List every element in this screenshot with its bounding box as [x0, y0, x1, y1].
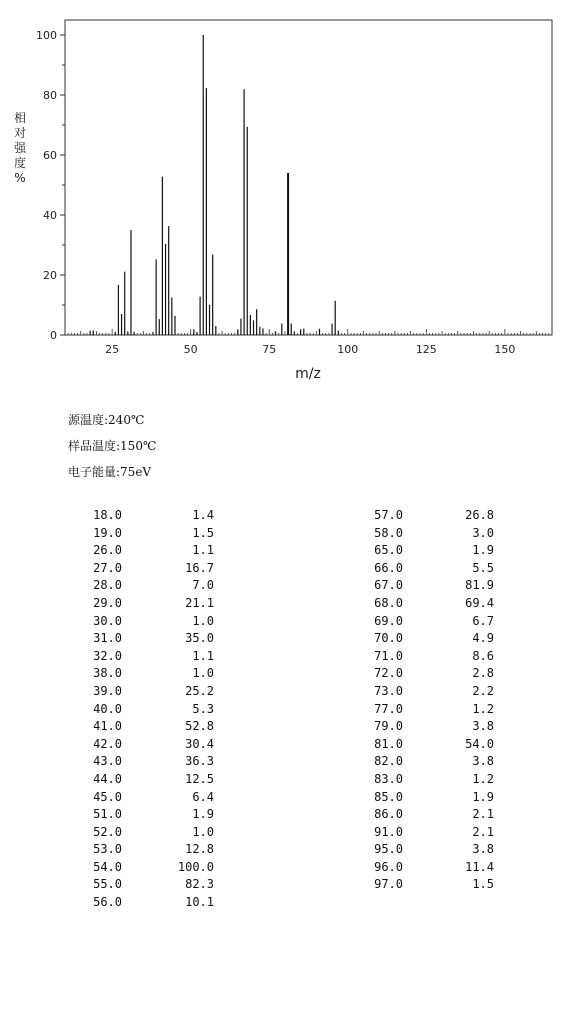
peak-intensity: 2.1 [472, 824, 494, 839]
peak-mz: 58.0 [374, 525, 403, 540]
peak-row [360, 736, 500, 754]
y-tick-label: 20 [43, 269, 57, 282]
peak-mz: 27.0 [93, 560, 122, 575]
peak-row [360, 648, 500, 666]
y-axis-label [14, 110, 27, 185]
peak-mz: 82.0 [374, 754, 403, 769]
peak-row [360, 525, 500, 543]
peak-intensity: 1.2 [472, 771, 494, 786]
sample-temperature: 样品温度:150℃ [68, 439, 157, 453]
peak-intensity: 2.1 [472, 807, 494, 822]
peak-row [360, 665, 500, 683]
x-tick-label: 75 [262, 343, 277, 356]
peak-mz: 67.0 [374, 578, 403, 593]
peak-intensity: 30.4 [185, 736, 214, 751]
peak-intensity: 21.1 [185, 595, 214, 610]
peak-mz: 65.0 [374, 543, 403, 558]
peak-mz: 38.0 [93, 666, 122, 681]
peak-intensity: 2.2 [472, 683, 494, 698]
peak-table-left [80, 507, 220, 912]
peak-row [80, 560, 220, 578]
peak-row [80, 577, 220, 595]
peak-mz: 73.0 [374, 683, 403, 698]
peak-intensity: 8.6 [472, 648, 494, 663]
peak-intensity: 2.8 [472, 666, 494, 681]
peak-row [360, 771, 500, 789]
peak-row [80, 824, 220, 842]
peak-row [80, 630, 220, 648]
peak-mz: 56.0 [93, 895, 122, 910]
electron-energy: 电子能量:75eV [68, 465, 152, 479]
peak-mz: 91.0 [374, 824, 403, 839]
plot-frame [65, 20, 552, 335]
peak-row [360, 683, 500, 701]
peak-row [80, 683, 220, 701]
peak-mz: 31.0 [93, 631, 122, 646]
x-axis [65, 329, 552, 356]
peak-intensity: 6.7 [472, 613, 494, 628]
source-temperature: 源温度:240℃ [68, 413, 145, 427]
peak-mz: 95.0 [374, 842, 403, 857]
peak-mz: 79.0 [374, 719, 403, 734]
peak-intensity: 16.7 [185, 560, 214, 575]
peak-mz: 26.0 [93, 543, 122, 558]
y-tick-label: 80 [43, 89, 57, 102]
peak-mz: 86.0 [374, 807, 403, 822]
peak-row [80, 876, 220, 894]
mass-spectrum-chart [0, 0, 570, 390]
peak-intensity: 69.4 [465, 595, 494, 610]
peak-mz: 57.0 [374, 508, 403, 522]
peak-row [80, 507, 220, 525]
peak-intensity: 54.0 [465, 736, 494, 751]
peak-row [80, 736, 220, 754]
peak-intensity: 12.5 [185, 771, 214, 786]
peak-mz: 51.0 [93, 807, 122, 822]
peak-row [80, 542, 220, 560]
peak-intensity: 1.2 [472, 701, 494, 716]
peak-row [80, 859, 220, 877]
peak-mz: 55.0 [93, 877, 122, 892]
peak-row [360, 701, 500, 719]
peak-row [80, 613, 220, 631]
peak-row [360, 859, 500, 877]
measurement-conditions [68, 410, 156, 488]
peak-intensity: 11.4 [465, 859, 494, 874]
peak-intensity: 1.1 [192, 648, 214, 663]
peak-row [360, 560, 500, 578]
peak-intensity: 81.9 [465, 578, 494, 593]
peak-row [80, 841, 220, 859]
peak-row [360, 577, 500, 595]
peak-mz: 69.0 [374, 613, 403, 628]
peak-intensity: 26.8 [465, 508, 494, 522]
peak-intensity: 1.0 [192, 824, 214, 839]
peak-row [360, 613, 500, 631]
peak-row [80, 525, 220, 543]
peak-mz: 29.0 [93, 595, 122, 610]
peak-intensity: 4.9 [472, 631, 494, 646]
peak-mz: 39.0 [93, 683, 122, 698]
peak-intensity: 3.8 [472, 842, 494, 857]
peak-intensity: 3.8 [472, 719, 494, 734]
peak-intensity: 82.3 [185, 877, 214, 892]
peak-mz: 42.0 [93, 736, 122, 751]
peak-mz: 81.0 [374, 736, 403, 751]
peak-intensity: 5.3 [192, 701, 214, 716]
peak-mz: 72.0 [374, 666, 403, 681]
peak-row [80, 771, 220, 789]
y-axis-label-char: 对 [13, 126, 27, 140]
peak-row [80, 753, 220, 771]
peak-mz: 52.0 [93, 824, 122, 839]
peak-mz: 40.0 [93, 701, 122, 716]
peak-intensity: 36.3 [185, 754, 214, 769]
y-axis-label-char: 度 [13, 156, 27, 170]
peak-mz: 83.0 [374, 771, 403, 786]
peak-intensity: 35.0 [185, 631, 214, 646]
peak-mz: 44.0 [93, 771, 122, 786]
peak-mz: 66.0 [374, 560, 403, 575]
peak-mz: 41.0 [93, 719, 122, 734]
peak-row [80, 595, 220, 613]
peak-intensity: 12.8 [185, 842, 214, 857]
peak-row [360, 595, 500, 613]
x-tick-label: 150 [494, 343, 516, 356]
peak-intensity: 6.4 [192, 789, 214, 804]
peak-mz: 18.0 [93, 508, 122, 522]
peak-mz: 30.0 [93, 613, 122, 628]
peak-row [80, 718, 220, 736]
peak-mz: 77.0 [374, 701, 403, 716]
peak-row [80, 894, 220, 912]
peak-mz: 28.0 [93, 578, 122, 593]
peak-intensity: 1.0 [192, 666, 214, 681]
x-tick-label: 125 [415, 343, 437, 356]
peak-intensity: 1.5 [192, 525, 214, 540]
peak-row [80, 665, 220, 683]
x-tick-label: 25 [105, 343, 120, 356]
peak-intensity: 3.0 [472, 525, 494, 540]
y-tick-label: 60 [43, 149, 57, 162]
peak-row [80, 648, 220, 666]
peak-intensity: 1.4 [192, 508, 214, 522]
peak-mz: 32.0 [93, 648, 122, 663]
y-axis-label-char: 相 [13, 111, 27, 125]
peak-mz: 43.0 [93, 754, 122, 769]
peak-row [360, 718, 500, 736]
y-tick-label: 0 [50, 329, 57, 342]
peak-row [360, 789, 500, 807]
peak-mz: 85.0 [374, 789, 403, 804]
peak-row [80, 806, 220, 824]
y-axis [36, 29, 65, 342]
peak-row [80, 789, 220, 807]
peak-mz: 97.0 [374, 877, 403, 892]
y-tick-label: 100 [36, 29, 57, 42]
y-axis-label-char: % [14, 171, 26, 185]
peak-mz: 71.0 [374, 648, 403, 663]
peak-mz: 19.0 [93, 525, 122, 540]
peak-intensity: 1.5 [472, 877, 494, 892]
peak-intensity: 1.9 [192, 807, 214, 822]
x-tick-label: 50 [183, 343, 198, 356]
peak-mz: 68.0 [374, 595, 403, 610]
peak-row [360, 806, 500, 824]
peak-intensity: 1.9 [472, 543, 494, 558]
peak-intensity: 1.9 [472, 789, 494, 804]
spectrum-bars [90, 35, 338, 335]
peak-row [360, 753, 500, 771]
x-tick-label: 100 [337, 343, 359, 356]
peak-row [360, 507, 500, 525]
peak-table-right [360, 507, 500, 894]
peak-intensity: 3.8 [472, 754, 494, 769]
peak-intensity: 100.0 [177, 859, 214, 874]
peak-intensity: 25.2 [185, 683, 214, 698]
peak-row [80, 701, 220, 719]
peak-row [360, 876, 500, 894]
peak-row [360, 841, 500, 859]
peak-row [360, 542, 500, 560]
peak-mz: 70.0 [374, 631, 403, 646]
peak-row [360, 824, 500, 842]
peak-mz: 96.0 [374, 859, 403, 874]
peak-mz: 45.0 [93, 789, 122, 804]
peak-intensity: 5.5 [472, 560, 494, 575]
peak-intensity: 1.0 [192, 613, 214, 628]
peak-intensity: 7.0 [192, 578, 214, 593]
x-axis-label: m/z [295, 366, 321, 382]
y-axis-label-char: 强 [13, 141, 27, 155]
peak-intensity: 1.1 [192, 543, 214, 558]
peak-intensity: 52.8 [185, 719, 214, 734]
peak-row [360, 630, 500, 648]
y-tick-label: 40 [43, 209, 57, 222]
peak-mz: 53.0 [93, 842, 122, 857]
peak-intensity: 10.1 [185, 895, 214, 910]
peak-mz: 54.0 [93, 859, 122, 874]
